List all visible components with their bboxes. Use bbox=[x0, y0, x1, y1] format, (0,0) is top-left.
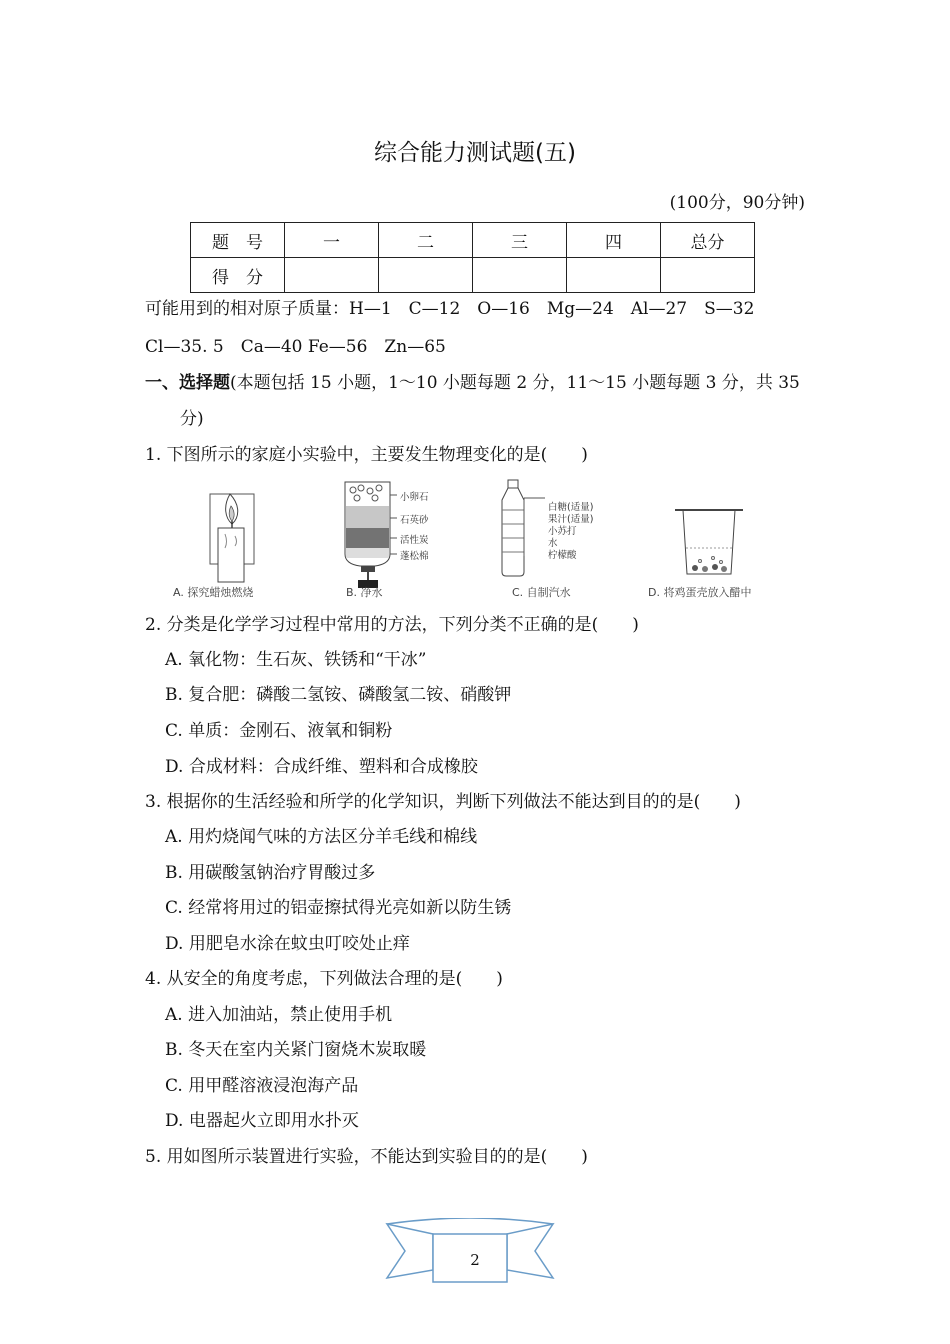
q2-option-d: D. 合成材料：合成纤维、塑料和合成橡胶 bbox=[165, 757, 478, 777]
figure-caption-a: A. 探究蜡烛燃烧 bbox=[173, 586, 254, 599]
soda-label-sugar: 白糖(适量) bbox=[548, 502, 594, 513]
figure-caption-c: C. 自制汽水 bbox=[512, 586, 571, 599]
score-table bbox=[190, 222, 755, 293]
score-cell: 得 分 bbox=[191, 258, 285, 293]
soda-label-citric-acid: 柠檬酸 bbox=[548, 550, 577, 561]
score-cell: 四 bbox=[567, 223, 661, 258]
score-table-header-row bbox=[191, 223, 755, 258]
atomic-mass-line-1: 可能用到的相对原子质量：H—1 C—12 O—16 Mg—24 Al—27 S—32 bbox=[145, 299, 755, 319]
score-cell bbox=[473, 258, 567, 293]
q3-option-d: D. 用肥皂水涂在蚊虫叮咬处止痒 bbox=[165, 934, 410, 954]
page-title: 综合能力测试题(五) bbox=[374, 140, 576, 166]
page-number: 2 bbox=[470, 1251, 480, 1269]
q4-option-b: B. 冬天在室内关紧门窗烧木炭取暖 bbox=[165, 1040, 427, 1060]
beaker-eggshell-illustration bbox=[675, 510, 743, 574]
q3-option-b: B. 用碳酸氢钠治疗胃酸过多 bbox=[165, 863, 376, 883]
score-cell: 题 号 bbox=[191, 223, 285, 258]
score-time-info: (100分，90分钟) bbox=[669, 193, 805, 213]
filter-label-quartz-sand: 石英砂 bbox=[400, 515, 429, 526]
question-3-stem: 3. 根据你的生活经验和所学的化学知识，判断下列做法不能达到目的的是( ) bbox=[145, 792, 741, 812]
section-title: 一、选择题 bbox=[145, 373, 230, 393]
question-2-stem: 2. 分类是化学学习过程中常用的方法，下列分类不正确的是( ) bbox=[145, 615, 639, 635]
soda-bottle-illustration bbox=[502, 480, 545, 576]
soda-label-juice: 果汁(适量) bbox=[548, 514, 594, 525]
figure-caption-d: D. 将鸡蛋壳放入醋中 bbox=[648, 586, 752, 599]
figure-caption-b: B. 净水 bbox=[346, 586, 383, 599]
score-cell bbox=[285, 258, 379, 293]
q4-option-d: D. 电器起火立即用水扑灭 bbox=[165, 1111, 359, 1131]
score-cell bbox=[567, 258, 661, 293]
score-cell: 二 bbox=[379, 223, 473, 258]
soda-label-baking-soda: 小苏打 bbox=[548, 526, 577, 537]
q4-option-c: C. 用甲醛溶液浸泡海产品 bbox=[165, 1076, 359, 1096]
score-cell: 总分 bbox=[661, 223, 755, 258]
score-cell: 三 bbox=[473, 223, 567, 258]
score-cell bbox=[379, 258, 473, 293]
question-4-stem: 4. 从安全的角度考虑，下列做法合理的是( ) bbox=[145, 969, 503, 989]
section-description-cont: 分) bbox=[180, 409, 204, 429]
score-cell bbox=[661, 258, 755, 293]
q3-option-c: C. 经常将用过的铝壶擦拭得光亮如新以防生锈 bbox=[165, 898, 512, 918]
score-cell: 一 bbox=[285, 223, 379, 258]
q4-option-a: A. 进入加油站，禁止使用手机 bbox=[165, 1005, 393, 1025]
question-1-stem: 1. 下图所示的家庭小实验中，主要发生物理变化的是( ) bbox=[145, 445, 588, 465]
filter-label-pebbles: 小卵石 bbox=[400, 492, 429, 503]
q3-option-a: A. 用灼烧闻气味的方法区分羊毛线和棉线 bbox=[165, 827, 478, 847]
candle-illustration bbox=[210, 494, 254, 582]
atomic-mass-line-2: Cl—35. 5 Ca—40 Fe—56 Zn—65 bbox=[145, 337, 446, 357]
question-5-stem: 5. 用如图所示装置进行实验，不能达到实验目的的是( ) bbox=[145, 1147, 588, 1167]
section-heading bbox=[145, 372, 800, 394]
soda-label-water: 水 bbox=[548, 538, 558, 549]
q2-option-a: A. 氧化物：生石灰、铁锈和“干冰” bbox=[165, 650, 427, 670]
q2-option-c: C. 单质：金刚石、液氧和铜粉 bbox=[165, 721, 393, 741]
section-description: (本题包括 15 小题，1～10 小题每题 2 分，11～15 小题每题 3 分，共 35 bbox=[230, 373, 800, 393]
score-table-score-row bbox=[191, 258, 755, 293]
filter-label-cotton: 蓬松棉 bbox=[400, 551, 429, 562]
q2-option-b: B. 复合肥：磷酸二氢铵、磷酸氢二铵、硝酸钾 bbox=[165, 685, 512, 705]
filter-label-activated-carbon: 活性炭 bbox=[400, 535, 429, 546]
water-filter-illustration bbox=[345, 482, 397, 588]
